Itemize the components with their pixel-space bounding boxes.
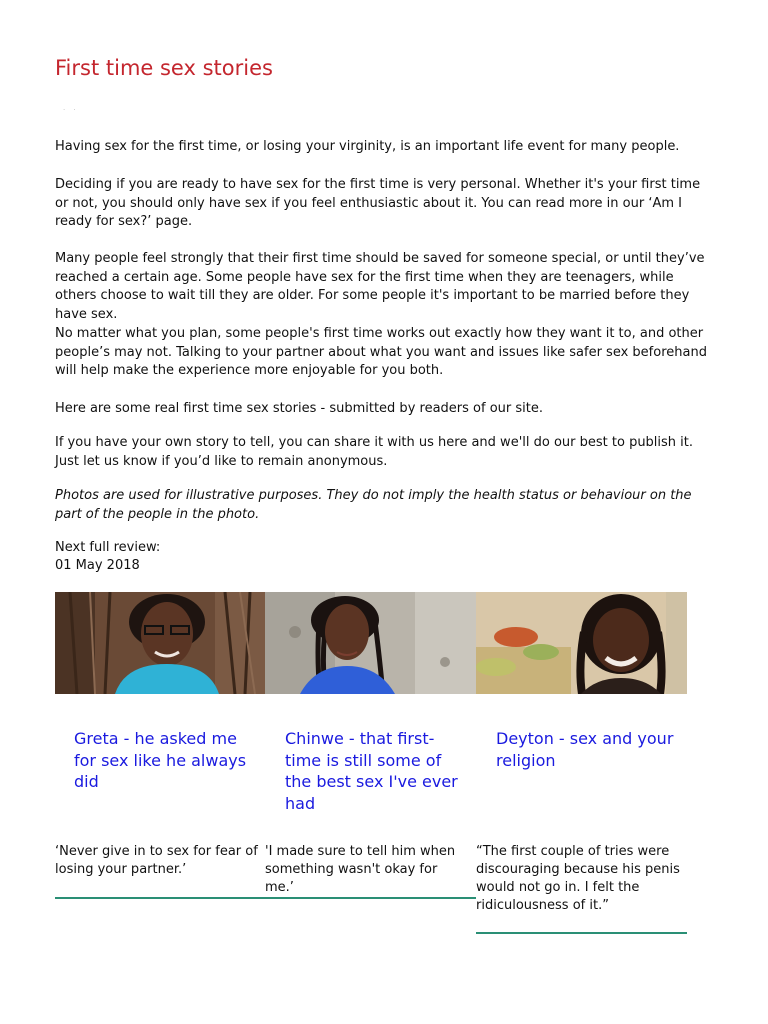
story-link-chinwe[interactable]: Chinwe - that first-time is still some of the best sex I've ever had (285, 729, 458, 813)
review-label: Next full review: (55, 540, 161, 555)
story-photo-deyton[interactable] (476, 592, 687, 694)
story-photo-chinwe[interactable] (265, 592, 476, 694)
story-quote-greta: ‘Never give in to sex for fear of losing your partner.’ (55, 844, 258, 877)
portrait-image (265, 592, 476, 694)
readiness-paragraph: Deciding if you are ready to have sex for the first time is very personal. Whether it's your first time or not, you should only have sex if you feel enthusiastic about it. You can read more in our ‘Am I ready for sex?’ page. (55, 177, 701, 229)
story-link-greta[interactable]: Greta - he asked me for sex like he always did (74, 729, 247, 791)
decorative-dots: ·· (63, 106, 84, 114)
planning-paragraph: No matter what you plan, some people's first time works out exactly how they want it to, and other people’s may not. Talking to your partner about what you want and issues like safer sex beforehand will help make the experience more enjoyable for you both. (55, 326, 707, 378)
photo-disclaimer: Photos are used for illustrative purposes. They do not imply the health status or behaviour on the part of the people in the photo. (55, 488, 692, 522)
share-story-paragraph: If you have your own story to tell, you can share it with us here and we'll do our best to publish it. Just let us know if you’d like to remain anonymous. (55, 435, 694, 469)
portrait-image (55, 592, 266, 694)
page-title: First time sex stories (55, 56, 273, 80)
story-link-deyton[interactable]: Deyton - sex and your religion (496, 729, 674, 770)
story-quote-deyton: “The first couple of tries were discouraging because his penis would not go in. I felt the ridiculousness of it.” (476, 844, 680, 913)
stories-intro-paragraph: Here are some real first time sex stories - submitted by readers of our site. (55, 401, 543, 416)
portrait-image (476, 592, 687, 694)
intro-paragraph: Having sex for the first time, or losing your virginity, is an important life event for many people. (55, 139, 680, 154)
story-quote-chinwe: 'I made sure to tell him when something wasn't okay for me.’ (265, 844, 456, 895)
review-date: 01 May 2018 (55, 558, 140, 573)
divider-line (476, 932, 687, 934)
divider-line (55, 897, 476, 899)
story-photo-greta[interactable] (55, 592, 266, 694)
first-time-views-paragraph: Many people feel strongly that their first time should be saved for someone special, or until they’ve reached a certain age. Some people have sex for the first time when they are teenagers, while others choose to wait till they are older. For some people it's important to be married before they have sex. (55, 251, 705, 322)
